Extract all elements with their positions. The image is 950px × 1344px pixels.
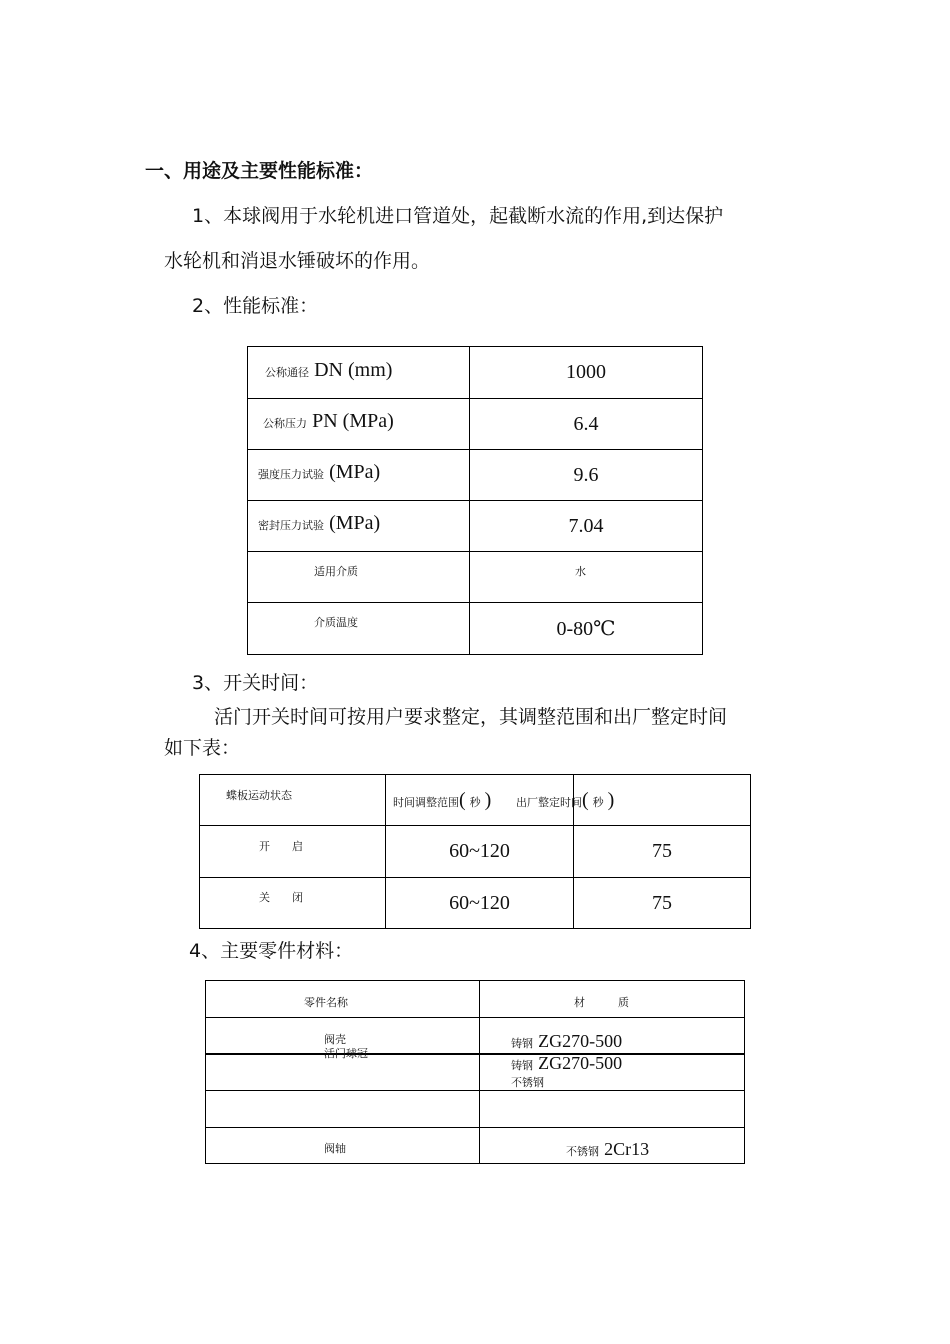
time-factory-open: 75 <box>652 840 672 862</box>
paragraph-switch-line2: 如下表： <box>164 737 241 759</box>
material-value-1: 铸钢 ZG270-500 <box>511 1031 623 1051</box>
material-part-valve-body: 阀壳 <box>324 1033 346 1046</box>
perf-value-dn: 1000 <box>566 361 606 383</box>
perf-value-pn: 6.4 <box>573 412 599 435</box>
material-value-shaft: 不锈钢 2Cr13 <box>566 1139 650 1159</box>
perf-label-strength: 强度压力试验 (MPa) <box>258 461 381 483</box>
material-value-2: 铸钢 ZG270-500 <box>511 1053 623 1073</box>
section-heading-usage: 一、用途及主要性能标准： <box>145 160 374 182</box>
item-performance-heading: 2、性能标准： <box>192 295 319 317</box>
time-range-close: 60~120 <box>449 891 510 914</box>
section-heading-switch-time: 3、开关时间： <box>192 672 319 694</box>
perf-label-medium: 适用介质 <box>314 565 358 578</box>
time-header-range: 时间调整范围( 秒 ) <box>393 789 492 811</box>
material-value-3: 不锈钢 <box>511 1076 544 1089</box>
perf-label-dn: 公称通径 DN (mm) <box>265 359 393 381</box>
time-state-open: 开 启 <box>259 840 303 853</box>
material-header-material: 材 质 <box>574 996 629 1009</box>
perf-value-medium: 水 <box>575 565 586 578</box>
time-range-open: 60~120 <box>449 840 510 862</box>
perf-value-strength: 9.6 <box>573 463 599 486</box>
paragraph-usage-line1: 1、本球阀用于水轮机进口管道处，起截断水流的作用,到达保护 <box>192 205 724 227</box>
perf-value-seal: 7.04 <box>568 514 604 537</box>
section-heading-materials: 4、主要零件材料： <box>189 940 354 962</box>
material-part-shaft: 阀轴 <box>324 1142 346 1155</box>
time-header-state: 蝶板运动状态 <box>226 789 292 802</box>
material-header-part: 零件名称 <box>304 996 348 1009</box>
time-factory-close: 75 <box>652 891 672 914</box>
perf-value-temperature: 0-80℃ <box>556 617 616 640</box>
paragraph-switch-line1: 活门开关时间可按用户要求整定，其调整范围和出厂整定时间 <box>214 706 728 728</box>
perf-label-temperature: 介质温度 <box>314 616 358 629</box>
time-state-close: 关 闭 <box>259 891 303 904</box>
perf-label-pn: 公称压力 PN (MPa) <box>263 410 394 432</box>
material-part-ball-crown: 活门球冠 <box>324 1047 368 1060</box>
perf-label-seal: 密封压力试验 (MPa) <box>258 512 381 534</box>
paragraph-usage-line2: 水轮机和消退水锤破坏的作用。 <box>164 250 431 272</box>
time-header-factory: 出厂整定时间( 秒 ) <box>516 789 615 811</box>
